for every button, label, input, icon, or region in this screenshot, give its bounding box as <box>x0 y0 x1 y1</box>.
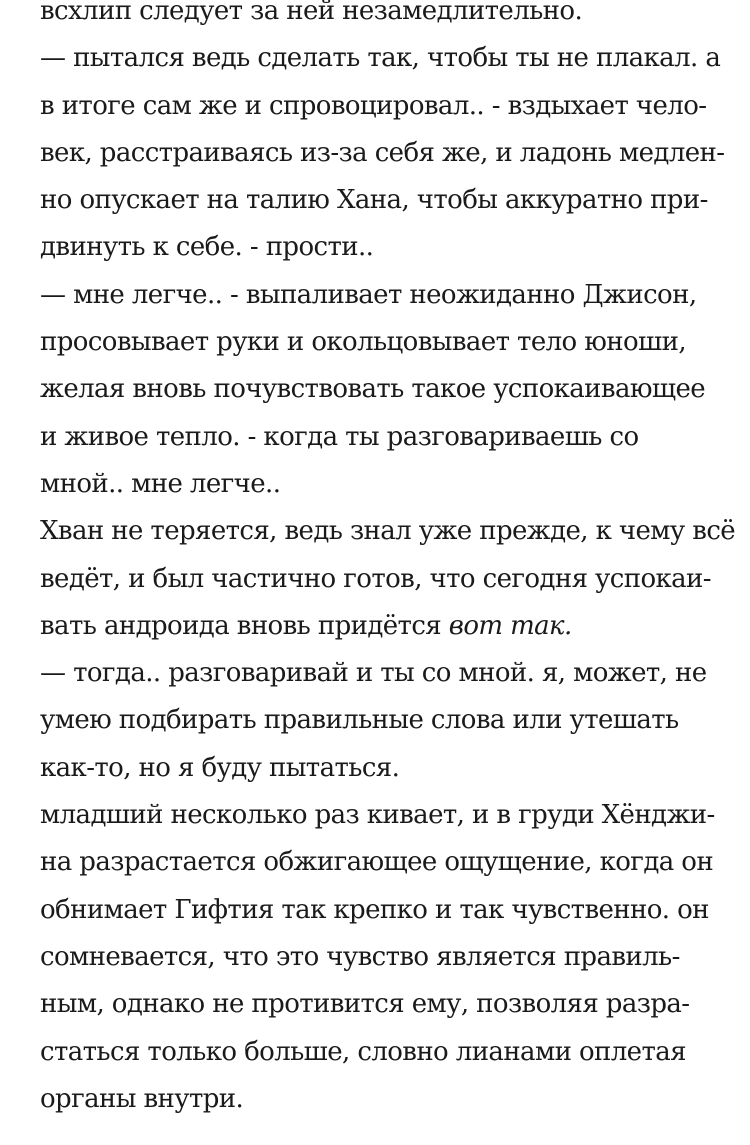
text-line-1: всхлип следует за ней незамедлительно. <box>40 0 583 26</box>
text-line-19: на разрастается обжигающее ощущение, когда он <box>40 847 714 878</box>
italic-phrase: вот так. <box>448 610 572 641</box>
text-line-7: — мне легче.. - выпаливает неожиданно Джисон, <box>40 279 697 310</box>
text-column <box>40 0 736 1123</box>
text-line-8: просовывает руки и окольцовывает тело юноши, <box>40 327 687 358</box>
text-line-16: умею подбирать правильные слова или утешать <box>40 705 679 736</box>
text-line-15: — тогда.. разговаривай и ты со мной. я, может, не <box>40 658 707 689</box>
text-line-3: в итоге сам же и спровоцировал.. - вздыхает чело- <box>40 90 707 121</box>
text-line-22: ным, однако не противится ему, позволяя разра- <box>40 989 690 1020</box>
text-line-9: желая вновь почувствовать такое успокаивающее <box>40 374 706 405</box>
text-line-17: как-то, но я буду пытаться. <box>40 752 400 783</box>
text-line-10: и живое тепло. - когда ты разговариваешь со <box>40 421 639 452</box>
text-line-21: сомневается, что это чувство является правиль- <box>40 941 680 972</box>
text-line-11: мной.. мне легче.. <box>40 468 281 499</box>
text-line-6: двинуть к себе. - прости.. <box>40 232 374 263</box>
text-line-4: век, расстраиваясь из-за себя же, и ладонь медлен- <box>40 137 725 168</box>
text-line-23: статься только больше, словно лианами оплетая <box>40 1036 686 1067</box>
text-line-12: Хван не теряется, ведь знал уже прежде, к чему всё <box>40 516 736 547</box>
text-line-5: но опускает на талию Хана, чтобы аккуратно при- <box>40 185 708 216</box>
text-line-20: обнимает Гифтия так крепко и так чувственно. он <box>40 894 709 925</box>
text-line-14-plain: вать андроида вновь придётся <box>40 610 449 641</box>
text-line-24: органы внутри. <box>40 1083 244 1114</box>
text-line-18: младший несколько раз кивает, и в груди Хёнджи- <box>40 800 715 831</box>
text-line-2: — пытался ведь сделать так, чтобы ты не плакал. а <box>40 43 721 74</box>
text-line-13: ведёт, и был частично готов, что сегодня успокаи- <box>40 563 711 594</box>
text-line-14 <box>40 603 730 650</box>
